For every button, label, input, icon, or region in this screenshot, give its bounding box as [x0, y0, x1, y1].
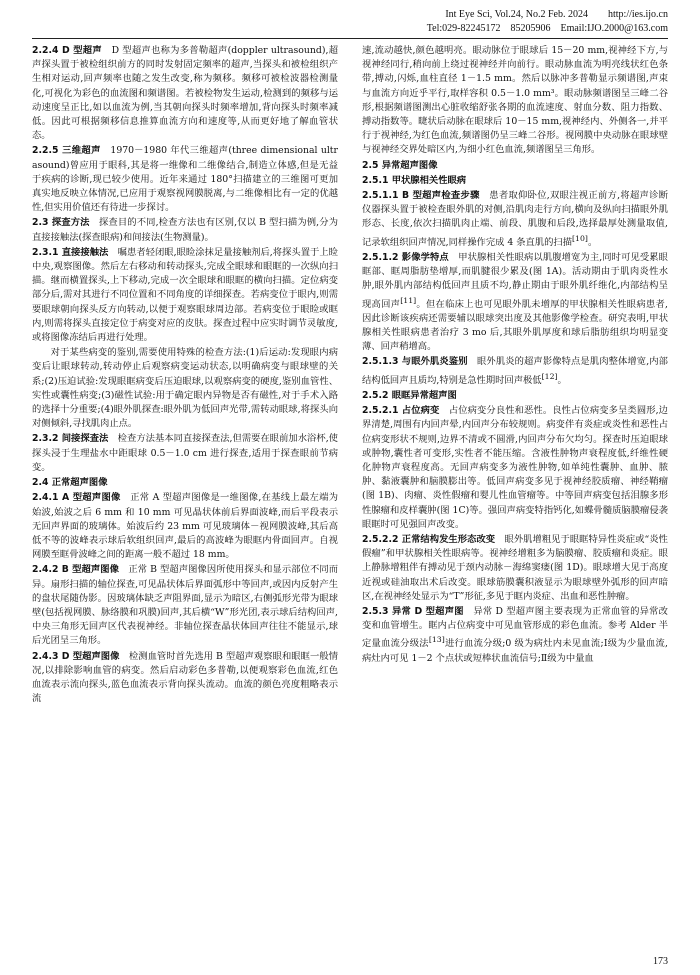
section-heading: 2.2.4 D 型超声 [32, 45, 102, 56]
paragraph [32, 491, 338, 562]
section-heading: 2.3.1 直接接触法 [32, 246, 109, 258]
section-heading: 2.4.3 D 型超声图像 [32, 650, 120, 662]
paragraph-text: 正常 B 型超声图像因所使用探头和显示部位不同而异。扇形扫描的轴位探查,可见晶状体后界面弧形中等回声,或因内反射产生的盘状尾随伪影。因玻璃体缺乏声阻界面,显示为暗区,右侧弧形光带为眼球壁(包括视网膜、脉络膜和巩膜)回声,其后横“W”形光团,表示球后结构回声,中央三角形无回声区代表视神经。非轴位探查晶状体回声往往不能显示,球后光团呈三角形。 [32, 564, 338, 647]
contact-line: Tel:029-82245172 85205906 Email:IJO.2000@163.com [426, 23, 668, 34]
citation-ref: [12] [541, 371, 558, 381]
section-heading: 2.5.1.2 影像学特点 [362, 251, 449, 263]
section-heading: 2.5.3 异常 D 型超声图 [362, 606, 464, 617]
section-heading: 2.5.1 甲状腺相关性眼病 [362, 174, 467, 186]
section-heading: 2.5.2 眼眶异常超声图 [362, 389, 457, 401]
paragraph-text: D 型超声也称为多普勒超声(doppler ultrasound),超声探头置于被检组织前方的同时发射固定频率的超声,当探头和被检组织产生相对运动,回声频率也随之发生改变,称为频移。频移可被检波器检测量化,可视化为彩色的血流图和频谱图。若被检物发生运动,检测到的频移与运动速度呈正比,如以血流为例,当其朝向探头时频率增加,背向探头时频率减低。因此可根据频移信息推算血流方向和速度等,从而更好地了解血管状态。 [32, 45, 338, 142]
paragraph [32, 563, 338, 648]
paragraph [32, 650, 338, 707]
paragraph [362, 251, 668, 355]
running-header [328, 8, 668, 36]
paragraph-text: 正常 A 型超声图像是一维图像,在基线上最左端为始波,始波之后 6 mm 和 10 mm 可见晶状体前后界面波峰,而后平段表示无回声界面的玻璃体。始波后约 23 mm 可见玻璃体－视网膜波峰,其后高低不等的波峰表示球后软组织回声,最后的高波峰为眼眶内骨面回声。自视网膜至眶骨波峰之间的距离一般不超过 18 mm。 [32, 492, 338, 561]
paragraph-text: 检查方法基本同直接探查法,但需要在眼前加水浴杯,使探头浸于生理盐水中距眼球 0.5－1.0 cm 进行探查,适用于探查眼前节病变。 [32, 433, 338, 473]
journal-line: Int Eye Sci, Vol.24, No.2 Feb. 2024 http://ies.ijo.cn [445, 9, 668, 20]
citation-ref: [10] [572, 233, 588, 243]
page-number: 173 [653, 956, 668, 967]
paragraph-text: 。 [587, 236, 598, 248]
paragraph [32, 144, 338, 215]
section-heading: 2.5.2.1 占位病变 [362, 405, 440, 417]
paragraph [32, 44, 338, 143]
paragraph-text: 占位病变分良性和恶性。良性占位病变多呈类圆形,边界清楚,周围有内回声晕,内回声分布较规则。病变伴有炎症或炎性和恶性占位病变形状不规则,边界不清或不圆滑,内回声分布欠均匀。探查时压迫眼球或肿物,囊性者可变形,实性者不能压缩。含液性肿物声衰程度低,纤维性硬化肿物声衰程度高。无回声病变多为液性肿物,如单纯性囊肿、血肿、脓肿、黏液囊肿和脑膜膨出等。低回声病变多见于视神经胶质瘤、神经鞘瘤(图 1B)、肉瘤、炎性假瘤和婴儿性血管瘤等。中等回声病变包括泪腺多形性腺瘤和皮样囊肿(图 1C)等。强回声病变特指钙化,如蝶骨髓质脑膜瘤侵袭眼眶时可见强回声改变。 [362, 405, 668, 530]
paragraph-text: 患者取仰卧位,双眼注视正前方,将超声诊断仪器探头置于被检查眼外肌的对侧,沿肌肉走行方向,横向及纵向扫描眼外肌形态、长度,依次扫描肌肉止端、前段、肌腹和后段,选择最厚处测量取值,记录软组织回声情况,同样操作完成 4 条直肌的扫描 [362, 190, 668, 248]
paragraph-text: 探查目的不同,检查方法也有区别,仅以 B 型扫描为例,分为直接接触法(探查眼病)和间接法(生物测量)。 [32, 217, 338, 243]
paragraph [32, 216, 338, 244]
paragraph-text: 进行血流分级;0 级为病灶内未见血流;Ⅰ级为少量血流,病灶内可见 1－2 个点状或短棒状血流信号;Ⅱ级为中量血 [362, 638, 668, 664]
paragraph [362, 355, 668, 388]
section-heading: 2.3.2 间接探查法 [32, 433, 109, 445]
paragraph-text: 检测血管时首先选用 B 型超声观察眼和眼眶一般情况,以排除影响血管的病变。然后启动彩色多普勒,以便观察彩色血流,红色血流表示流向探头,蓝色血流表示背向探头流动。血流的颜色亮度粗略表示流 [32, 650, 338, 705]
header-rule [32, 38, 668, 39]
paragraph-text: 眼外肌炎的超声影像特点是肌肉整体增宽,内部结构低回声且质均,特别是急性期时回声极低 [362, 356, 668, 386]
paragraph: 对于某些病变的鉴别,需要使用特殊的检查方法:(1)后运动:发现眼内病变后让眼球转动,转动停止后观察病变运动状态,以明确病变与眼球壁的关系;(2)压迫试验:发现眼眶病变后压迫眼球,以观察病变的硬度,鉴别血管性、实性或囊性病变;(3)磁性试验:用于确定眼内异物是否有磁性,对于手术入路的选择十分重要;(4)眼外肌探查:眼外肌为低回声光带,需转动眼球,将探头向对侧倾斜,寻找肌肉止点。 [32, 347, 338, 430]
paragraph-text: 1970－1980 年代三维超声(three dimensional ultrasound)曾应用于眼科,其是将一维像和二维像结合,制造立体感,但是无益于疾病的诊断,现已较少使用。近年来通过 180°扫描建立的三维图可更加真实地反映立体情况,已应用于观察视网膜脱离,与二维像相比有一定的优越性,但实用价值还有待进一步探讨。 [32, 145, 338, 214]
section-heading: 2.4.2 B 型超声图像 [32, 564, 120, 576]
paragraph-text: 。但在临床上也可见眼外肌未增厚的甲状腺相关性眼病患者,因此诊断该疾病还需要辅以眼球突出度及其他影像学检查。研究表明,甲状腺相关性眼病患者治疗 3 mo 后,其眼外肌厚度和球后脂肪组织均明显变薄、回声稍增高。 [362, 298, 668, 353]
paragraph-text: 嘱患者轻闭眼,眼睑涂抹足量接触剂后,将探头置于上睑中央,观察图像。然后左右移动和转动探头,完成全眼球和眼眶的一次纵向扫描。继而横置探头,上下移动,完成一次全眼球和眼眶的横向扫描。定位病变部分后,需对其进行不同位置和不同角度的详细探查。若病变位于眼内,则需要眼球朝向探头反方向转动,以便于观察眼球周边部。若病变位于眼睑或眶内,则需将探头直接定位于病变对应的皮肤。探查过程中应实时调节灵敏度,或将图像冻结后再进行处理。 [32, 246, 338, 344]
section-heading: 2.5.1.1 B 型超声检查步骤 [362, 190, 480, 202]
paragraph [32, 432, 338, 475]
citation-ref: [11] [400, 295, 417, 305]
paragraph [362, 189, 668, 250]
paragraph-text: 甲状腺相关性眼病以肌腹增宽为主,同时可见受累眼眶部、眶周脂肪垫增厚,而肌腱很少累及(图 1A)。活动期由于肌肉炎性水肿,眼外肌内部结构低回声且质不均,静止期由于眼外肌纤维化,内部结构呈现高回声 [362, 251, 668, 310]
citation-ref: [13] [428, 635, 445, 645]
section-heading: 2.3 探查方法 [32, 217, 90, 229]
paragraph-text: 眼外肌增粗见于眼眶特异性炎症或“炎性假瘤”和甲状腺相关性眼病等。视神经增粗多为脑膜瘤、胶质瘤和炎症。眼上静脉增粗伴有搏动见于颈内动脉－海绵窦瘘(图 1D)。眼球增大见于高度近视或硅油取出术后改变。眼球筋膜囊积液显示为眼球壁外弧形的回声暗区,在视神经处显示为“T”形征,多见于眶内炎症、出血和恶性肿瘤。 [362, 533, 668, 602]
paragraph [362, 533, 668, 604]
section-heading: 2.5.1.3 与眼外肌炎鉴别 [362, 356, 468, 368]
right-column [362, 44, 668, 667]
section-heading: 2.5 异常超声图像 [362, 159, 438, 171]
paragraph [32, 246, 338, 345]
section-heading: 2.4.1 A 型超声图像 [32, 492, 121, 504]
section-heading: 2.2.5 三维超声 [32, 145, 101, 157]
section-heading: 2.5.2.2 正常结构发生形态改变 [362, 533, 496, 545]
section-heading: 2.4 正常超声图像 [32, 477, 108, 489]
paragraph [362, 404, 668, 532]
paragraph: 速,流动越快,颜色越明亮。眼动脉位于眼球后 15－20 mm,视神经下方,与视神经同行,稍向前上绕过视神经并向前行。眼动脉血流为明亮线状红色条带,搏动,闪烁,血柱直径 1－1.5 mm。然后以脉冲多普勒显示频谱图,声束与血流方向近乎平行,取样容积 0.5－1.0 mm³。眼动脉频谱图呈三峰二谷形,根据频谱图测出心脏收缩舒张各期的血流速度、射血分数、阻力指数、搏动指数等。睫状后动脉在眼球后 10－15 mm,视神经内、外侧各一,并平行于视神经,为红色血流,频谱图仍呈三峰二谷形。视网膜中央动脉在眼球壁与视神经交界处暗区内,为细小红色血流,频谱图呈三角形。 [362, 45, 668, 156]
left-column [32, 44, 338, 707]
paragraph-text: 异常 D 型超声图主要表现为正常血管的异常改变和血管增生。眶内占位病变中可见血管形成的彩色血流。参考 Alder 半定量血流分级法 [362, 606, 668, 650]
paragraph [362, 605, 668, 666]
paragraph-text: 。 [557, 374, 567, 386]
